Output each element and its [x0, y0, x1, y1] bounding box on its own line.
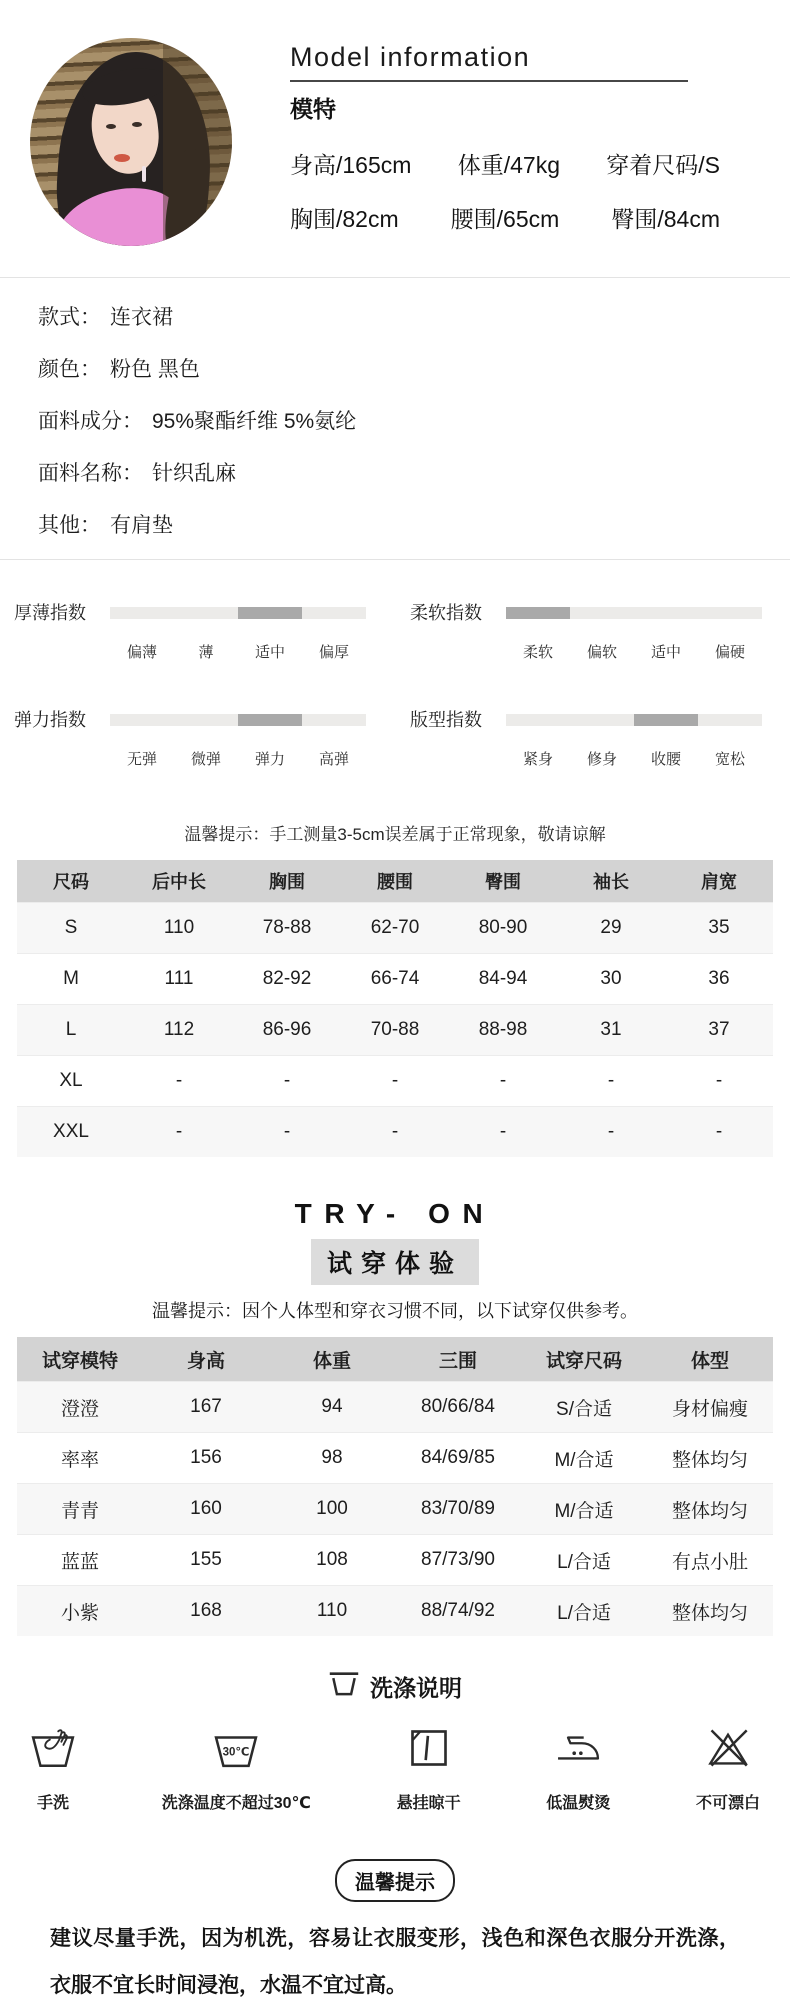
- table-cell: 29: [600, 917, 622, 938]
- index-level-labels: [110, 748, 366, 769]
- index-level-label: 修身: [586, 751, 617, 768]
- index-row: [14, 711, 410, 769]
- index-bar: [506, 711, 762, 769]
- table-cell: 83/70/89: [421, 1498, 495, 1519]
- table-cell: S/合适: [556, 1398, 612, 1420]
- table-cell: XXL: [53, 1121, 89, 1142]
- index-segment: [302, 607, 366, 619]
- no-bleach-icon: [703, 1719, 753, 1777]
- table-cell: 身材偏瘦: [671, 1398, 748, 1420]
- table-cell: 31: [600, 1019, 622, 1040]
- index-level-label: 收腰: [650, 751, 681, 768]
- index-level-labels: [506, 641, 762, 662]
- table-cell: 168: [190, 1600, 222, 1621]
- attribute-value: 粉色 黑色: [110, 358, 200, 381]
- model-info-block: [290, 42, 720, 234]
- hang-dry-icon: [407, 1719, 451, 1777]
- model-stat: 胸围/82cm: [290, 206, 399, 232]
- wash-section-header: [0, 1670, 790, 1703]
- wash-item-label: 洗涤温度不超过30℃: [161, 1795, 311, 1812]
- model-stat: 穿着尺码/S: [606, 152, 720, 178]
- table-cell: 蓝蓝: [60, 1551, 99, 1573]
- index-level-label: 柔软: [522, 644, 553, 661]
- index-segment: [238, 607, 302, 619]
- index-bar: [506, 604, 762, 662]
- table-cell: 70-88: [370, 1019, 420, 1040]
- table-cell: -: [607, 1070, 615, 1091]
- table-cell: M: [63, 968, 79, 989]
- table-cell: 88/74/92: [421, 1600, 495, 1621]
- index-grid: [0, 560, 790, 769]
- table-cell: M/合适: [554, 1449, 614, 1471]
- model-stat: 身高/165cm: [290, 152, 412, 178]
- model-stat: 臀围/84cm: [611, 206, 720, 232]
- index-segment: [570, 607, 634, 619]
- table-cell: 有点小肚: [671, 1551, 748, 1573]
- index-level-label: 薄: [198, 644, 214, 661]
- table-cell: -: [175, 1121, 183, 1142]
- table-cell: L: [65, 1019, 77, 1040]
- table-cell: 37: [708, 1019, 730, 1040]
- table-cell: 155: [190, 1549, 222, 1570]
- table-cell: XL: [59, 1070, 83, 1091]
- table-header-cell: 体型: [647, 1337, 773, 1382]
- attribute-list: [0, 278, 790, 560]
- table-cell: 80-90: [478, 917, 528, 938]
- table-header-cell: 袖长: [557, 860, 665, 903]
- hand-wash-icon: [30, 1719, 76, 1777]
- tryon-title-en: TRY- ON: [294, 1198, 496, 1229]
- table-cell: 156: [190, 1447, 222, 1468]
- tryon-table-row: [17, 1484, 773, 1535]
- index-track: [110, 714, 366, 726]
- notice-text: 建议尽量手洗，因为机洗，容易让衣服变形，浅色和深色衣服分开洗涤，衣服不宜长时间浸泡，水温不宜过高。: [50, 1927, 740, 1997]
- model-stat: 体重/47kg: [457, 152, 560, 178]
- tryon-tip: 温馨提示：因个人体型和穿衣习惯不同，以下试穿仅供参考。: [152, 1301, 638, 1321]
- index-segment: [506, 607, 570, 619]
- wash-item-label: 低温熨烫: [546, 1795, 611, 1812]
- table-cell: 35: [708, 917, 730, 938]
- notice-badge: 温馨提示: [335, 1859, 455, 1902]
- index-level-label: 适中: [650, 644, 681, 661]
- index-segment: [302, 714, 366, 726]
- table-cell: -: [715, 1121, 723, 1142]
- size-table-row: [17, 1107, 773, 1158]
- table-cell: 率率: [60, 1449, 99, 1471]
- index-level-labels: [506, 748, 762, 769]
- index-row: [410, 604, 778, 662]
- index-segment: [238, 714, 302, 726]
- table-cell: -: [175, 1070, 183, 1091]
- model-photo: [30, 38, 232, 246]
- table-cell: -: [283, 1121, 291, 1142]
- wash-item-label: 悬挂晾干: [396, 1795, 461, 1812]
- table-cell: -: [715, 1070, 723, 1091]
- attribute-row: [38, 355, 790, 385]
- model-stats-row-2: [290, 201, 720, 234]
- table-cell: 62-70: [370, 917, 420, 938]
- index-track: [506, 607, 762, 619]
- max-30c-icon: [212, 1719, 260, 1777]
- table-cell: 30: [600, 968, 622, 989]
- table-cell: -: [499, 1070, 507, 1091]
- index-segment: [174, 607, 238, 619]
- index-name: 厚薄指数: [14, 603, 86, 623]
- attribute-label: 颜色：: [38, 358, 101, 381]
- size-table-tip: 温馨提示：手工测量3-5cm误差属于正常现象，敬请谅解: [184, 825, 606, 844]
- table-cell: S: [64, 917, 78, 938]
- attribute-row: [38, 407, 790, 437]
- table-cell: 66-74: [370, 968, 420, 989]
- attribute-label: 面料名称：: [38, 462, 143, 485]
- table-cell: 110: [163, 917, 195, 938]
- table-cell: 94: [321, 1396, 343, 1417]
- tryon-table-row: [17, 1586, 773, 1637]
- tryon-table-row: [17, 1535, 773, 1586]
- table-header-cell: 腰围: [341, 860, 449, 903]
- index-row: [410, 711, 778, 769]
- wash-item: [162, 1719, 311, 1813]
- table-header-cell: 尺码: [17, 860, 125, 903]
- index-level-label: 偏薄: [126, 644, 157, 661]
- table-cell: 82-92: [262, 968, 312, 989]
- attribute-label: 其他：: [38, 514, 101, 537]
- table-cell: 86-96: [262, 1019, 312, 1040]
- model-info-title-en: Model information: [290, 42, 688, 82]
- table-cell: -: [283, 1070, 291, 1091]
- index-level-label: 偏软: [586, 644, 617, 661]
- wash-item: [397, 1719, 461, 1813]
- table-cell: 111: [164, 968, 194, 989]
- attribute-value: 针织乱麻: [152, 462, 236, 485]
- table-cell: 36: [708, 968, 730, 989]
- index-name: 版型指数: [410, 710, 482, 730]
- table-header-cell: 胸围: [233, 860, 341, 903]
- table-cell: 110: [316, 1600, 348, 1621]
- wash-item: [696, 1719, 760, 1813]
- tryon-table-row: [17, 1382, 773, 1433]
- index-segment: [174, 714, 238, 726]
- wash-item-label: 不可漂白: [695, 1795, 760, 1812]
- model-info-title-zh: 模特: [290, 96, 336, 122]
- table-cell: L/合适: [557, 1602, 611, 1624]
- size-table-row: [17, 1005, 773, 1056]
- table-header-cell: 试穿尺码: [521, 1337, 647, 1382]
- table-header-cell: 肩宽: [665, 860, 773, 903]
- table-cell: 84-94: [478, 968, 528, 989]
- tryon-table-row: [17, 1433, 773, 1484]
- low-iron-icon: [552, 1719, 604, 1777]
- table-cell: 112: [163, 1019, 195, 1040]
- index-level-label: 弹力: [254, 751, 285, 768]
- attribute-row: [38, 303, 790, 333]
- table-cell: 整体均匀: [671, 1602, 748, 1624]
- table-header-cell: 臀围: [449, 860, 557, 903]
- table-cell: 167: [190, 1396, 222, 1417]
- index-segment: [634, 607, 698, 619]
- index-level-labels: [110, 641, 366, 662]
- table-cell: 84/69/85: [421, 1447, 495, 1468]
- index-level-label: 微弹: [190, 751, 221, 768]
- index-name: 弹力指数: [14, 710, 86, 730]
- table-cell: M/合适: [554, 1500, 614, 1522]
- index-segment: [698, 607, 762, 619]
- attribute-row: [38, 459, 790, 489]
- attribute-label: 面料成分：: [38, 410, 143, 433]
- tryon-table: [17, 1337, 773, 1636]
- index-level-label: 宽松: [714, 751, 745, 768]
- table-cell: 87/73/90: [421, 1549, 495, 1570]
- table-cell: 青青: [60, 1500, 99, 1522]
- index-segment: [698, 714, 762, 726]
- index-segment: [110, 607, 174, 619]
- index-segment: [634, 714, 698, 726]
- wash-item: [546, 1719, 610, 1813]
- index-name: 柔软指数: [410, 603, 482, 623]
- table-header-cell: 三围: [395, 1337, 521, 1382]
- index-segment: [110, 714, 174, 726]
- attribute-value: 有肩垫: [110, 514, 173, 537]
- index-bar: [110, 604, 366, 662]
- model-info-section: [0, 0, 790, 278]
- table-header-cell: 体重: [269, 1337, 395, 1382]
- wash-section-title: 洗涤说明: [370, 1675, 462, 1701]
- index-bar: [110, 711, 366, 769]
- attribute-row: [38, 511, 790, 541]
- table-cell: 整体均匀: [671, 1449, 748, 1471]
- model-stat: 腰围/65cm: [450, 206, 560, 232]
- index-level-label: 偏硬: [714, 644, 745, 661]
- wash-item-label: 手洗: [36, 1795, 69, 1812]
- index-segment: [506, 714, 570, 726]
- svg-text:30℃: 30℃: [222, 1746, 250, 1759]
- index-track: [506, 714, 762, 726]
- table-cell: 108: [316, 1549, 348, 1570]
- size-table: [17, 860, 773, 1157]
- table-header-cell: 后中长: [125, 860, 233, 903]
- wash-item-list: [0, 1719, 790, 1813]
- attribute-label: 款式：: [38, 306, 101, 329]
- table-cell: 160: [190, 1498, 222, 1519]
- table-cell: 80/66/84: [421, 1396, 495, 1417]
- index-level-label: 无弹: [126, 751, 157, 768]
- attribute-value: 连衣裙: [110, 306, 173, 329]
- table-cell: 98: [321, 1447, 343, 1468]
- table-cell: L/合适: [557, 1551, 611, 1573]
- table-cell: 100: [316, 1498, 348, 1519]
- table-cell: -: [391, 1070, 399, 1091]
- index-level-label: 紧身: [522, 751, 553, 768]
- attribute-value: 95%聚酯纤维 5%氨纶: [152, 410, 357, 433]
- size-table-row: [17, 903, 773, 954]
- table-cell: -: [391, 1121, 399, 1142]
- table-cell: 澄澄: [60, 1398, 99, 1420]
- index-level-label: 适中: [254, 644, 285, 661]
- index-track: [110, 607, 366, 619]
- table-cell: -: [499, 1121, 507, 1142]
- table-cell: 整体均匀: [671, 1500, 748, 1522]
- size-table-row: [17, 954, 773, 1005]
- table-cell: 小紫: [60, 1602, 99, 1624]
- index-level-label: 高弹: [318, 751, 349, 768]
- table-cell: 78-88: [262, 917, 312, 938]
- index-segment: [570, 714, 634, 726]
- table-cell: 88-98: [478, 1019, 528, 1040]
- index-level-label: 偏厚: [318, 644, 349, 661]
- size-table-row: [17, 1056, 773, 1107]
- table-header-cell: 身高: [143, 1337, 269, 1382]
- wash-item: [30, 1719, 76, 1813]
- index-row: [14, 604, 410, 662]
- model-stats-row-1: [290, 147, 720, 180]
- table-header-cell: 试穿模特: [17, 1337, 143, 1382]
- wash-tub-icon: [328, 1670, 360, 1703]
- tryon-title-zh: 试穿体验: [311, 1239, 479, 1285]
- table-cell: -: [607, 1121, 615, 1142]
